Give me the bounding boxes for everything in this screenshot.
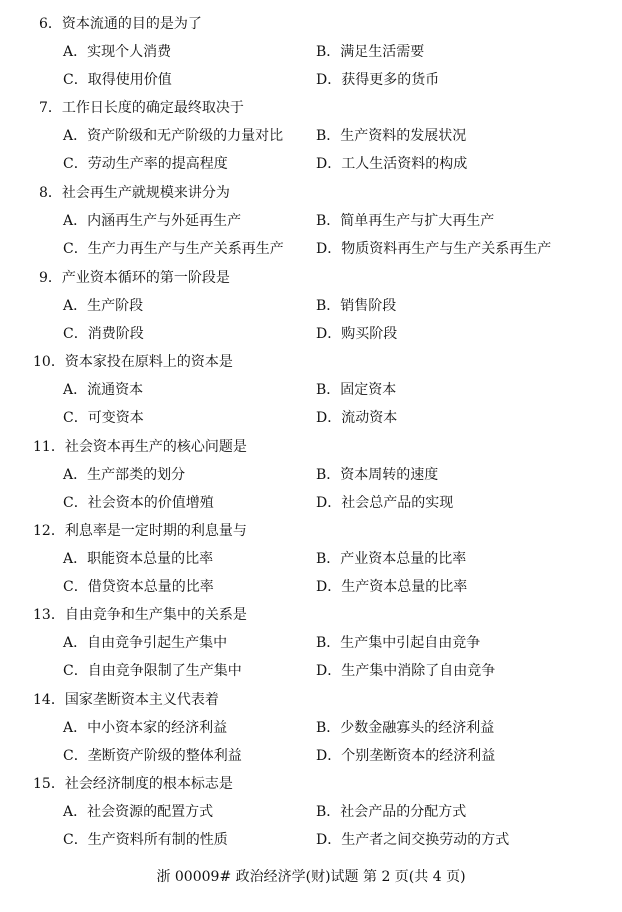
option-c: C．垄断资产阶级的整体利益 xyxy=(63,748,242,764)
question-number: 7． xyxy=(39,100,62,116)
option-d: D．工人生活资料的构成 xyxy=(316,156,468,172)
question-text: 社会资本再生产的核心问题是 xyxy=(64,439,247,455)
option-a: A．中小资本家的经济利益 xyxy=(63,720,228,736)
option-d: D．物质资料再生产与生产关系再生产 xyxy=(316,241,552,257)
option-c: C．劳动生产率的提高程度 xyxy=(63,156,228,172)
option-b: B．产业资本总量的比率 xyxy=(316,551,467,567)
option-d: D．生产集中消除了自由竞争 xyxy=(316,663,496,679)
option-c: C．生产资料所有制的性质 xyxy=(63,832,228,848)
question-text: 工作日长度的确定最终取决于 xyxy=(61,100,244,116)
question-11 xyxy=(0,435,622,519)
question-number: 6． xyxy=(39,16,62,32)
question-text: 利息率是一定时期的利息量与 xyxy=(64,523,247,539)
question-text: 社会经济制度的根本标志是 xyxy=(64,776,233,792)
option-a: A．职能资本总量的比率 xyxy=(63,551,214,567)
question-stem xyxy=(33,435,247,459)
option-d: D．流动资本 xyxy=(316,410,398,426)
option-c: C．可变资本 xyxy=(63,410,144,426)
option-b: B．满足生活需要 xyxy=(316,44,425,60)
question-number: 15． xyxy=(33,776,65,792)
option-b: B．社会产品的分配方式 xyxy=(316,804,467,820)
question-number: 9． xyxy=(39,270,62,286)
question-number: 12． xyxy=(33,523,65,539)
option-b: B．资本周转的速度 xyxy=(316,467,439,483)
page-footer: 浙 00009# 政治经济学(财)试题 第 2 页(共 4 页) xyxy=(156,869,466,885)
option-b: B．销售阶段 xyxy=(316,298,397,314)
question-stem xyxy=(33,603,247,627)
question-15 xyxy=(0,772,622,856)
question-7 xyxy=(0,96,622,180)
question-number: 14． xyxy=(33,692,65,708)
option-b: B．简单再生产与扩大再生产 xyxy=(316,213,495,229)
question-text: 自由竞争和生产集中的关系是 xyxy=(64,607,247,623)
option-a: A．社会资源的配置方式 xyxy=(63,804,214,820)
option-c: C．消费阶段 xyxy=(63,326,144,342)
question-stem xyxy=(33,350,233,374)
question-10 xyxy=(0,350,622,434)
question-13 xyxy=(0,603,622,687)
question-number: 8． xyxy=(39,185,62,201)
option-d: D．社会总产品的实现 xyxy=(316,495,454,511)
question-stem xyxy=(39,181,230,205)
question-text: 国家垄断资本主义代表着 xyxy=(64,692,219,708)
option-c: C．自由竞争限制了生产集中 xyxy=(63,663,242,679)
option-d: D．生产资本总量的比率 xyxy=(316,579,468,595)
question-stem xyxy=(33,688,219,712)
question-stem xyxy=(33,519,247,543)
question-stem xyxy=(39,12,202,36)
question-text: 产业资本循环的第一阶段是 xyxy=(61,270,230,286)
option-a: A．生产部类的划分 xyxy=(63,467,186,483)
question-number: 10． xyxy=(33,354,65,370)
question-number: 11． xyxy=(33,439,65,455)
option-d: D．获得更多的货币 xyxy=(316,72,440,88)
question-14 xyxy=(0,688,622,772)
question-8 xyxy=(0,181,622,265)
question-stem xyxy=(39,96,244,120)
option-b: B．少数金融寡头的经济利益 xyxy=(316,720,495,736)
option-d: D．生产者之间交换劳动的方式 xyxy=(316,832,510,848)
option-b: B．生产资料的发展状况 xyxy=(316,128,467,144)
question-12 xyxy=(0,519,622,603)
option-c: C．社会资本的价值增殖 xyxy=(63,495,214,511)
option-a: A．生产阶段 xyxy=(63,298,144,314)
question-text: 资本家投在原料上的资本是 xyxy=(64,354,233,370)
option-b: B．固定资本 xyxy=(316,382,397,398)
question-text: 资本流通的目的是为了 xyxy=(61,16,202,32)
question-number: 13． xyxy=(33,607,65,623)
option-a: A．自由竞争引起生产集中 xyxy=(63,635,228,651)
question-stem xyxy=(33,772,233,796)
option-a: A．资产阶级和无产阶级的力量对比 xyxy=(63,128,284,144)
question-text: 社会再生产就规模来讲分为 xyxy=(61,185,230,201)
option-c: C．取得使用价值 xyxy=(63,72,172,88)
question-stem xyxy=(39,266,230,290)
option-d: D．个别垄断资本的经济利益 xyxy=(316,748,496,764)
option-c: C．生产力再生产与生产关系再生产 xyxy=(63,241,284,257)
option-c: C．借贷资本总量的比率 xyxy=(63,579,214,595)
question-9 xyxy=(0,266,622,350)
question-6 xyxy=(0,12,622,96)
option-d: D．购买阶段 xyxy=(316,326,398,342)
option-a: A．内涵再生产与外延再生产 xyxy=(63,213,242,229)
option-b: B．生产集中引起自由竞争 xyxy=(316,635,481,651)
option-a: A．实现个人消费 xyxy=(63,44,172,60)
option-a: A．流通资本 xyxy=(63,382,144,398)
